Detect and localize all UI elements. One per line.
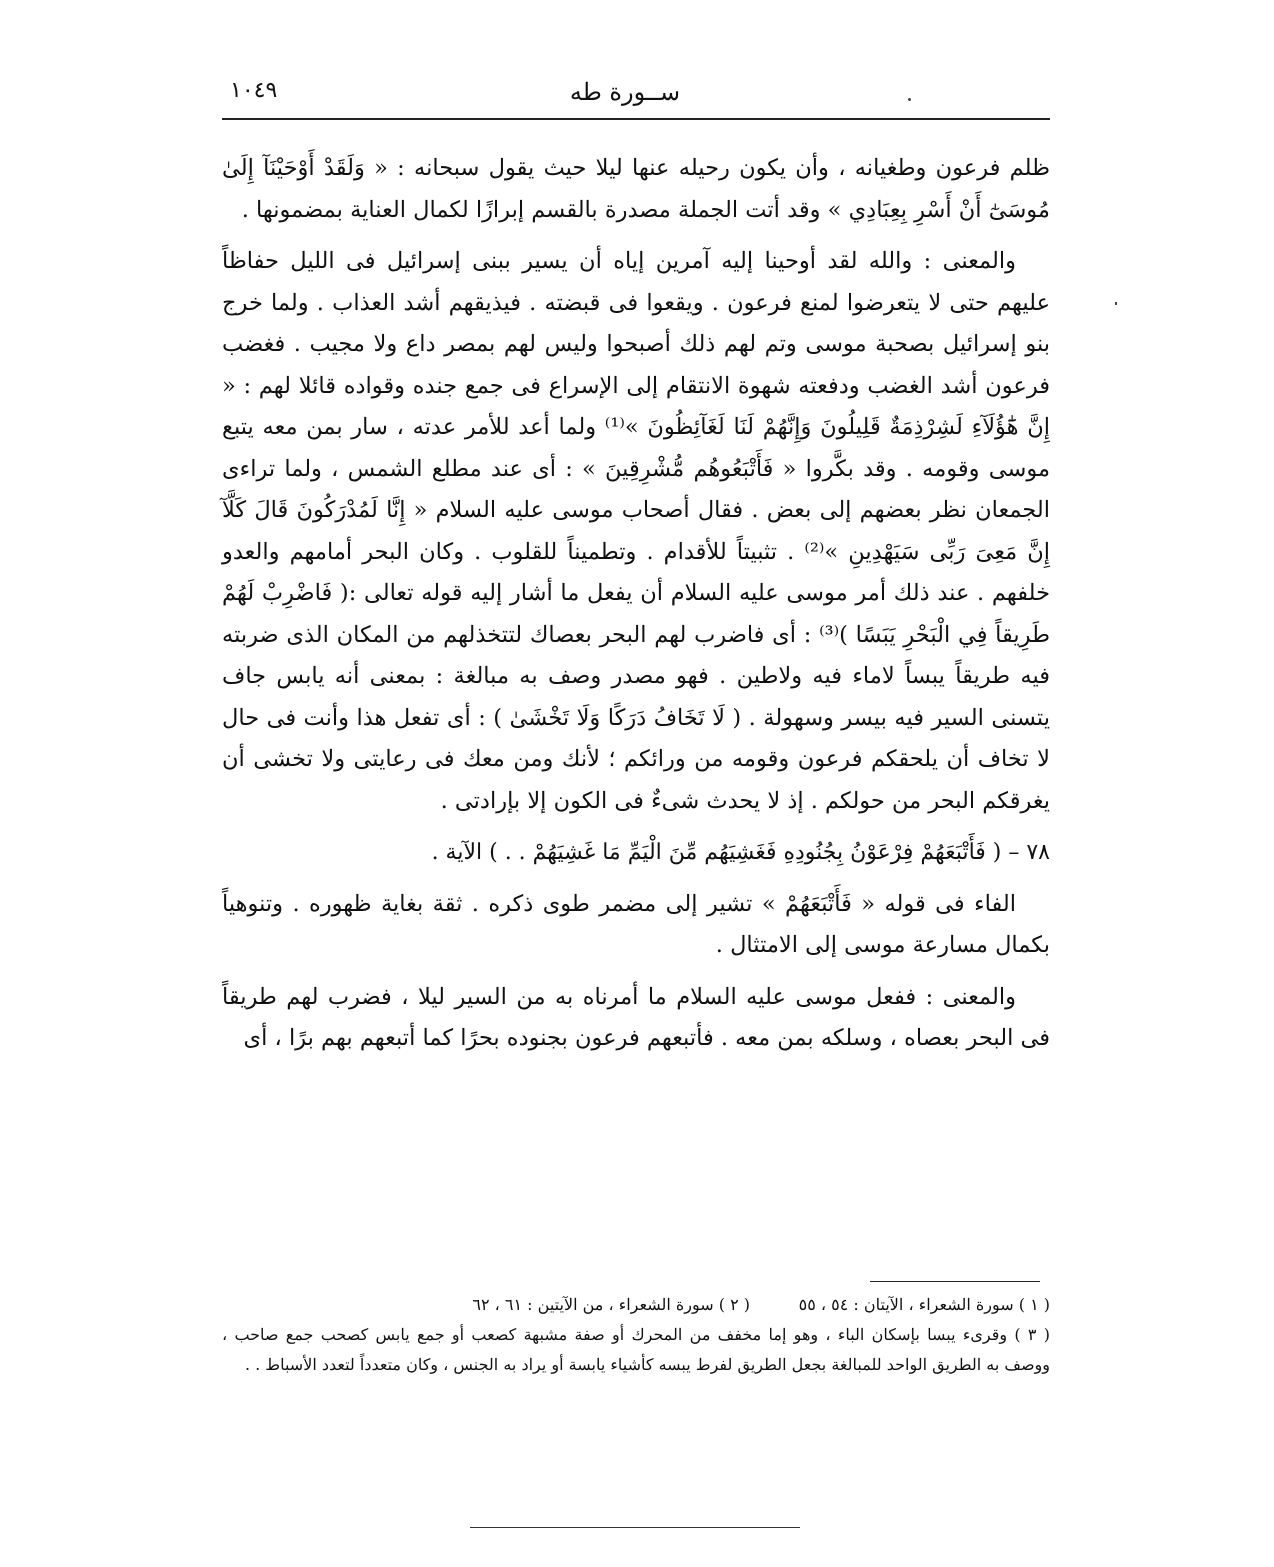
footnote-rule: [870, 1281, 1040, 1282]
print-speck: [1115, 302, 1117, 305]
footnote-1: ( ١ ) سورة الشعراء ، الآيتان : ٥٤ ، ٥٥: [798, 1295, 1050, 1314]
page-number: ١٠٤٩: [230, 78, 278, 103]
footnotes: [222, 1290, 1050, 1380]
footnote-row: [222, 1290, 1050, 1320]
bottom-rule: [470, 1527, 800, 1528]
header-rule: [222, 118, 1050, 120]
body-text: [222, 148, 1050, 1060]
footnote-3: ( ٣ ) وقرىء يبسا بإسكان الباء ، وهو إما مخفف من المحرك أو صفة مشبهة كصعب أو جمع يابس كصحب جمع صاحب ، ووصف به الطريق الواحد للمبالغة بجعل الطريق لفرط يبسه كأشياء يابسة أو يراد به الجنس ، وكان متعدداً لتعدد الأسباط . .: [222, 1325, 1051, 1374]
paragraph-fa: الفاء فى قوله « فَأَتْبَعَهُمْ » تشير إلى مضمر طوى ذكره . ثقة بغاية ظهوره . وتنوهياً بكمال مسارعة موسى إلى الامتثال .: [222, 890, 1050, 958]
page-header: [230, 78, 1020, 108]
verse-78-heading: ٧٨ – ( فَأَتْبَعَهُمْ فِرْعَوْنُ بِجُنُودِهِ فَغَشِيَهُم مِّنَ الْيَمِّ مَا غَشِيَهُمْ . . ) الآية .: [431, 840, 1050, 865]
paragraph-intro: ظلم فرعون وطغيانه ، وأن يكون رحيله عنها ليلا حيث يقول سبحانه : « وَلَقَدْ أَوْحَيْنَآ إِلَىٰ مُوسَىٰٓ أَنْ أَسْرِ بِعِبَادِي » وقد أتت الجملة مصدرة بالقسم إبرازًا لكمال العناية بمضمونها .: [222, 155, 1050, 223]
paragraph-meaning-2: والمعنى : ففعل موسى عليه السلام ما أمرناه به من السير ليلا ، فضرب لهم طريقاً فى البحر بعصاه ، وسلكه بمن معه . فأتبعهم فرعون بجنوده بحرًا كما أتبعهم بهم برًا ، أى: [222, 983, 1050, 1051]
print-speck: [908, 98, 911, 101]
paragraph-meaning: والمعنى : والله لقد أوحينا إليه آمرين إياه أن يسير ببنى إسرائيل فى الليل حفاظاً عليهم حتى لا يتعرضوا لمنع فرعون . ويقعوا فى قبضته . فيذيقهم أشد العذاب . ولما خرج بنو إسرائيل بصحبة موسى وتم لهم ذلك أصبحوا وليس لهم بمصر داع ولا مجيب . فغضب فرعون أشد الغضب ودفعته شهوة الانتقام إلى الإسراع فى جمع جنده وقواده قائلا لهم : « إِنَّ هَٰٓؤُلَآءِ لَشِرْذِمَةٌ قَلِيلُونَ وَإِنَّهُمْ لَنَا لَغَآئِظُونَ »⁽¹⁾ ولما أعد للأمر عدته ، سار بمن معه يتبع موسى وقومه . وقد بكَّروا « فَأَتْبَعُوهُم مُّشْرِقِينَ » : أى عند مطلع الشمس ، ولما تراءى الجمعان نظر بعضهم إلى بعض . فقال أصحاب موسى عليه السلام « إِنَّا لَمُدْرَكُونَ قَالَ كَلَّآ إِنَّ مَعِىَ رَبِّى سَيَهْدِينِ »⁽²⁾ . تثبيتاً للأقدام . وتطميناً للقلوب . وكان البحر أمامهم والعدو خلفهم . عند ذلك أمر موسى عليه السلام أن يفعل ما أشار إليه قوله تعالى :( فَاضْرِبْ لَهُمْ طَرِيقاً فِي الْبَحْرِ يَبَسًا )⁽³⁾ : أى فاضرب لهم البحر بعصاك لتتخذلهم من المكان الذى ضربته فيه طريقاً يبساً لاماء فيه ولاطين . فهو مصدر وصف به مبالغة : بمعنى أنه يابس جاف يتسنى السير فيه بيسر وسهولة . ( لَا تَخَافُ دَرَكًا وَلَا تَخْشَىٰ ) : أى تفعل هذا وأنت فى حال لا تخاف أن يلحقكم فرعون وقومه من ورائكم ؛ لأنك ومن معك فى رعايتى ولا تخشى أن يغرقكم البحر من حولكم . إذ لا يحدث شىءٌ فى الكون إلا بإرادتى .: [222, 248, 1051, 814]
footnote-2: ( ٢ ) سورة الشعراء ، من الآيتين : ٦١ ، ٦٢: [472, 1295, 750, 1314]
running-title: ســورة طه: [569, 78, 681, 106]
